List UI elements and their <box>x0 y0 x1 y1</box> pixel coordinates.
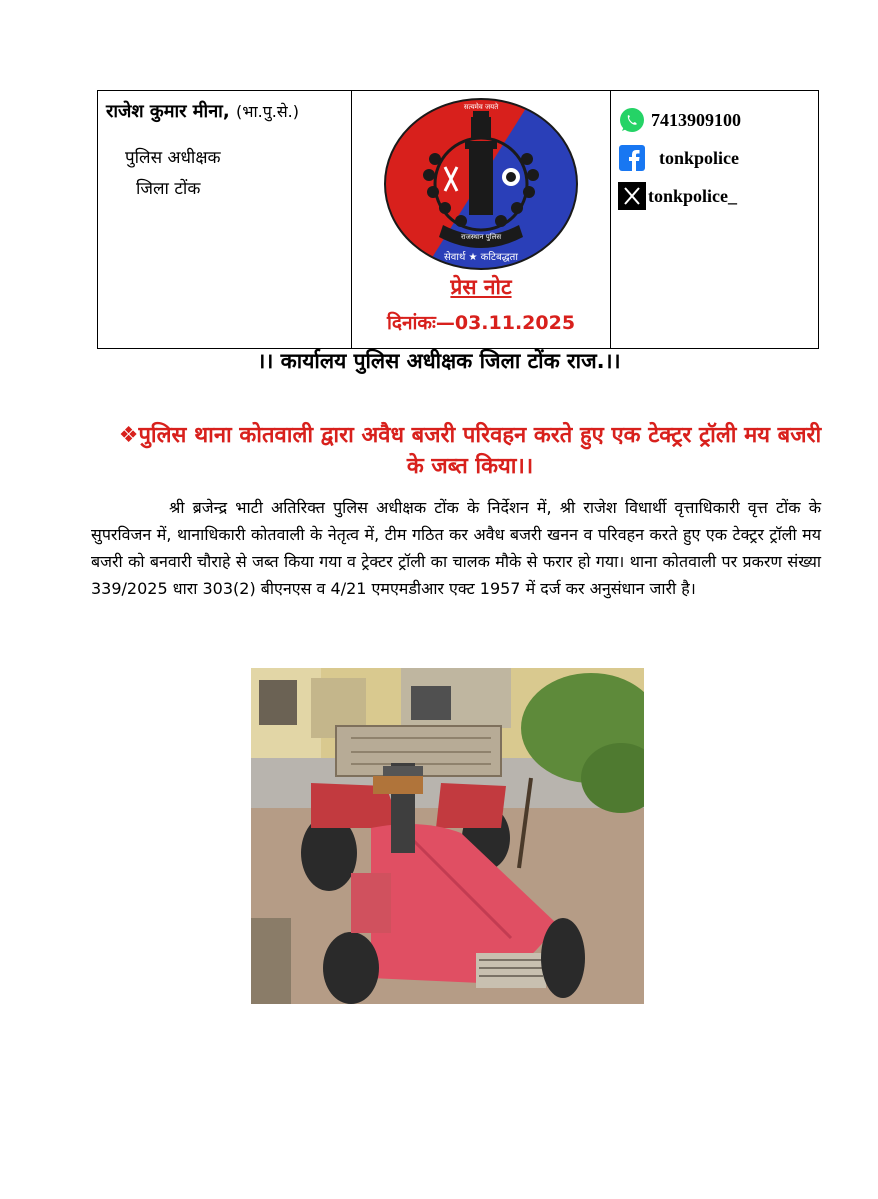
whatsapp-number: 7413909100 <box>651 109 741 130</box>
contacts-cell <box>611 91 819 349</box>
x-icon <box>617 181 647 211</box>
logo-ribbon-text: राजस्थान पुलिस <box>460 233 502 241</box>
rajasthan-police-logo <box>383 97 579 272</box>
contact-x[interactable] <box>617 181 818 211</box>
logo-motto: सेवार्थ ★ कटिबद्धता <box>444 252 518 263</box>
officer-name: राजेश कुमार मीना, <box>106 101 230 122</box>
letterhead-table <box>97 90 819 349</box>
facebook-icon <box>617 143 647 173</box>
logo-top-text: सत्यमेव जयते <box>463 103 499 111</box>
news-body: श्री ब्रजेन्द्र भाटी अतिरिक्त पुलिस अधीक्षक टोंक के निर्देशन में, श्री राजेश विधार्थी वृत्ताधिकारी वृत्त टोंक के सुपरविजन में, थानाधिकारी कोतवाली के नेतृत्व में, टीम गठित कर अवैध बजरी खनन व परिवहन करते हुए एक टेक्ट्रर ट्रॉली मय बजरी को बनवारी चौराहे से जब्त किया गया व ट्रेक्टर ट्रॉली का चालक मौके से फरार हो गया। थाना कोतवाली पर प्रकरण संख्या 339/2025 धारा 303(2) बीएनएस व 4/21 एमएमडीआर एक्ट 1957 में दर्ज कर अनुसंधान जारी है। <box>91 498 821 598</box>
contact-facebook[interactable] <box>617 143 818 173</box>
facebook-handle: tonkpolice <box>659 147 740 168</box>
officer-name-line <box>106 99 351 123</box>
seized-tractor-photo <box>251 668 644 1004</box>
office-line: ।। कार्यालय पुलिस अधीक्षक जिला टोंक राज.।। <box>257 349 621 373</box>
officer-service: (भा.पु.से.) <box>235 102 300 121</box>
officer-designation: पुलिस अधीक्षक <box>125 148 221 168</box>
officer-cell <box>98 91 352 349</box>
press-note-date: दिनांकः—03.11.2025 <box>386 312 576 334</box>
contact-whatsapp[interactable] <box>617 105 818 135</box>
officer-district: जिला टोंक <box>136 179 201 199</box>
x-handle: tonkpolice_ <box>648 185 738 206</box>
press-note-title: प्रेस नोट <box>450 275 512 299</box>
logo-cell <box>352 91 611 349</box>
whatsapp-icon <box>617 105 647 135</box>
news-headline: ❖पुलिस थाना कोतवाली द्वारा अवैध बजरी परिवहन करते हुए एक टेक्ट्रर ट्रॉली मय बजरी के जब्त किया।। <box>118 423 822 479</box>
